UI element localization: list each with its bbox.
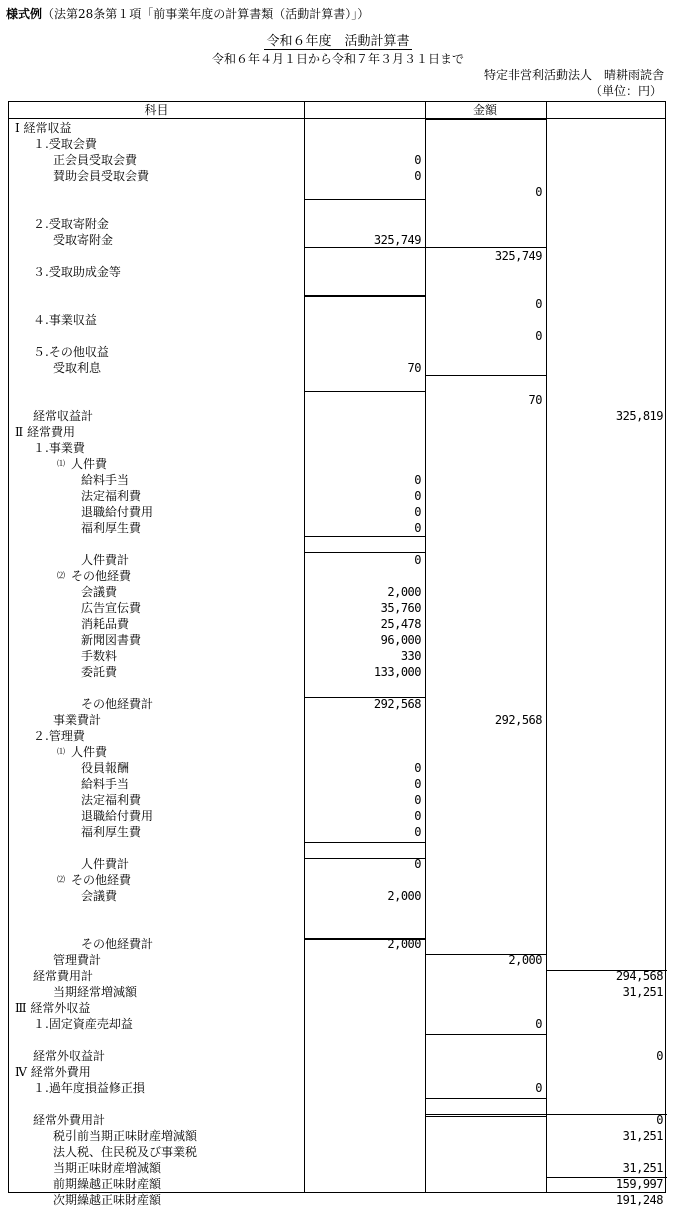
amount-c1: 0 (414, 825, 421, 839)
column-header-subject: 科目 (144, 103, 169, 117)
row-label: 前期繰越正味財産額 (53, 1177, 162, 1191)
amount-c2: 0 (535, 1017, 542, 1031)
document-title-text: 令和６年度 活動計算書 (266, 34, 410, 49)
rule-line (546, 970, 667, 971)
amount-c2: 292,568 (494, 713, 542, 727)
row-label: 法定福利費 (81, 793, 142, 807)
amount-c3: 31,251 (622, 1129, 663, 1143)
amount-c1: 133,000 (373, 665, 421, 679)
amount-c3: 0 (656, 1049, 663, 1063)
amount-c2: 0 (535, 297, 542, 311)
row-label: ２.管理費 (33, 729, 85, 743)
amount-c2: 2,000 (508, 953, 542, 967)
amount-c2: 0 (535, 1081, 542, 1095)
row-label: Ⅰ 経常収益 (15, 121, 72, 135)
row-label: 福利厚生費 (81, 521, 142, 535)
row-label: １.事業費 (33, 441, 85, 455)
amount-c1: 292,568 (373, 697, 421, 711)
document-title (0, 34, 676, 50)
row-label: 人件費計 (81, 857, 130, 871)
row-label: 役員報酬 (81, 761, 130, 775)
amount-c3: 294,568 (615, 969, 663, 983)
amount-c2: 325,749 (494, 249, 542, 263)
row-label: ３.受取助成金等 (33, 265, 121, 279)
rule-line (425, 1034, 546, 1035)
amount-c1: 330 (400, 649, 421, 663)
row-label: その他経費計 (81, 697, 154, 711)
row-label: Ⅲ 経常外収益 (15, 1001, 91, 1015)
unit-note: （単位：円） (589, 84, 662, 98)
row-label-text: 人件費 (71, 745, 108, 759)
rule-line (546, 1114, 667, 1115)
amount-c1: 0 (414, 473, 421, 487)
row-label (57, 872, 131, 888)
amount-c3: 0 (656, 1113, 663, 1127)
row-label: 当期経常増減額 (53, 985, 138, 999)
row-label (57, 456, 107, 472)
rule-line (425, 375, 546, 376)
amount-c1: 0 (414, 169, 421, 183)
form-label-rest: （法第28条第１項「前事業年度の計算書類（活動計算書）」） (42, 7, 370, 21)
row-label: 退職給付費用 (81, 505, 154, 519)
row-label: 経常費用計 (33, 969, 94, 983)
row-label: 次期繰越正味財産額 (53, 1193, 162, 1207)
row-label: 消耗品費 (81, 617, 130, 631)
rule-line (546, 1177, 667, 1178)
amount-c1: 0 (414, 505, 421, 519)
form-label-bold: 様式例 (6, 7, 43, 21)
row-label: ２.受取寄附金 (33, 217, 109, 231)
rule-line (304, 295, 425, 297)
row-label: １.固定資産売却益 (33, 1017, 133, 1031)
rule-line (304, 199, 425, 200)
rule-line (425, 119, 546, 120)
row-label: 受取利息 (53, 361, 102, 375)
rule-line (304, 536, 425, 537)
row-label-text: その他経費 (71, 569, 132, 583)
row-label: 管理費計 (53, 953, 102, 967)
row-label: 受取寄附金 (53, 233, 114, 247)
form-label (6, 6, 369, 22)
row-label (57, 744, 107, 760)
amount-c3: 325,819 (615, 409, 663, 423)
amount-c1: 0 (414, 153, 421, 167)
row-label: 経常収益計 (33, 409, 94, 423)
amount-c3: 191,248 (615, 1193, 663, 1207)
amount-c1: 35,760 (380, 601, 421, 615)
row-label: ４.事業収益 (33, 313, 97, 327)
amount-c2: 70 (528, 393, 542, 407)
amount-c3: 159,997 (615, 1177, 663, 1191)
rule-line (304, 391, 425, 392)
column-divider (546, 102, 547, 1192)
amount-c1: 2,000 (387, 585, 421, 599)
amount-c1: 0 (414, 553, 421, 567)
rule-line (304, 842, 425, 843)
rule-line (425, 247, 546, 248)
amount-c1: 70 (407, 361, 421, 375)
row-label: １.受取会費 (33, 137, 97, 151)
row-label: 会議費 (81, 585, 118, 599)
amount-c1: 2,000 (387, 937, 421, 951)
row-label: 委託費 (81, 665, 118, 679)
rule-line (304, 697, 425, 698)
row-label: 経常外費用計 (33, 1113, 106, 1127)
amount-c1: 2,000 (387, 889, 421, 903)
rule-line (304, 938, 425, 940)
amount-c1: 0 (414, 489, 421, 503)
column-header-amount: 金額 (472, 103, 497, 117)
row-label: ５.その他収益 (33, 345, 109, 359)
row-label: 正会員受取会費 (53, 153, 138, 167)
row-marker: ⑵ (57, 571, 65, 580)
amount-c1: 325,749 (373, 233, 421, 247)
rule-line (304, 247, 425, 248)
amount-c1: 0 (414, 521, 421, 535)
rule-line (425, 1098, 546, 1099)
amount-c1: 0 (414, 793, 421, 807)
amount-c3: 31,251 (622, 1161, 663, 1175)
row-label: 手数料 (81, 649, 118, 663)
amount-c2: 0 (535, 329, 542, 343)
amount-c1: 25,478 (380, 617, 421, 631)
row-label: 福利厚生費 (81, 825, 142, 839)
header-separator (9, 118, 665, 119)
row-marker: ⑴ (57, 459, 65, 468)
row-label: 法定福利費 (81, 489, 142, 503)
activity-statement-table (8, 101, 666, 1207)
rule-line (304, 552, 425, 553)
rule-line (425, 954, 546, 955)
row-label: Ⅱ 経常費用 (15, 425, 75, 439)
row-label: 給料手当 (81, 777, 130, 791)
row-label-text: 人件費 (71, 457, 108, 471)
row-label-text: その他経費 (71, 873, 132, 887)
row-label: 新聞図書費 (81, 633, 142, 647)
rule-line (425, 1114, 546, 1117)
amount-c1: 96,000 (380, 633, 421, 647)
row-label: その他経費計 (81, 937, 154, 951)
row-label: 事業費計 (53, 713, 102, 727)
row-marker: ⑵ (57, 875, 65, 884)
row-label: 給料手当 (81, 473, 130, 487)
row-label: 経常外収益計 (33, 1049, 106, 1063)
amount-c1: 0 (414, 809, 421, 823)
row-marker: ⑴ (57, 747, 65, 756)
row-label (57, 568, 131, 584)
row-label: 会議費 (81, 889, 118, 903)
row-label: 広告宣伝費 (81, 601, 142, 615)
row-label: １.過年度損益修正損 (33, 1081, 145, 1095)
amount-c1: 0 (414, 761, 421, 775)
row-label: 当期正味財産増減額 (53, 1161, 162, 1175)
rule-line (304, 858, 425, 859)
row-label: 人件費計 (81, 553, 130, 567)
row-label: 退職給付費用 (81, 809, 154, 823)
amount-c3: 31,251 (622, 985, 663, 999)
row-label: Ⅳ 経常外費用 (15, 1065, 91, 1079)
fiscal-period: 令和６年４月１日から令和７年３月３１日まで (211, 52, 464, 66)
row-label: 法人税、住民税及び事業税 (53, 1145, 198, 1159)
row-label: 税引前当期正味財産増減額 (53, 1129, 198, 1143)
amount-c2: 0 (535, 185, 542, 199)
amount-c1: 0 (414, 857, 421, 871)
organization-name: 特定非営利活動法人 晴耕雨読舎 (483, 68, 664, 82)
amount-c1: 0 (414, 777, 421, 791)
row-label: 賛助会員受取会費 (53, 169, 150, 183)
